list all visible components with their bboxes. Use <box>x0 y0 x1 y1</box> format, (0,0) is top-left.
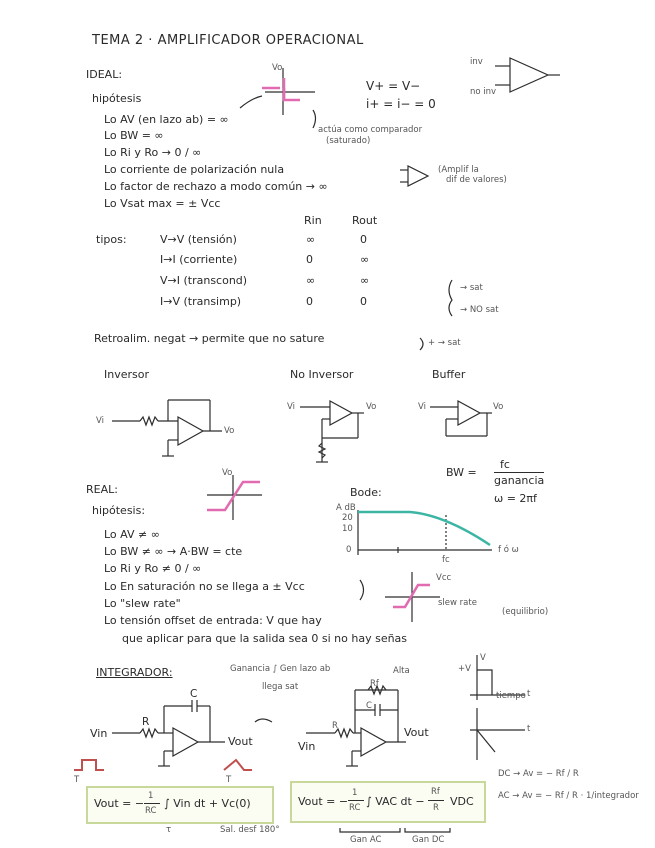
rf-label: Rf <box>370 679 379 689</box>
formula2-den: RC <box>349 803 361 813</box>
formula1-lhs: Vout = − <box>94 797 145 810</box>
bode-fc: fc <box>442 555 450 565</box>
formula2-mid: ∫ VAC dt − <box>366 795 425 808</box>
opamp-symbol-no-inversor <box>330 401 352 425</box>
tipos-col-rout: Rout <box>352 214 378 227</box>
alta-label: Alta <box>393 666 410 676</box>
inversor-vi: Vi <box>96 416 104 426</box>
opamp-symbol-buffer <box>458 401 480 425</box>
bode-f-omega: f ó ω <box>498 545 519 555</box>
tipos-row-name: I→V (transimp) <box>160 295 242 308</box>
ideal-item: Lo factor de rechazo a modo común → ∞ <box>104 180 328 193</box>
tipos-row-name: V→V (tensión) <box>160 233 237 246</box>
note-sal: Sal. desf 180° <box>220 825 280 835</box>
eq-i: i+ = i− = 0 <box>366 97 436 111</box>
opamp-symbol-ideal <box>510 58 548 92</box>
sat-note: → sat <box>460 283 483 293</box>
tipos-row-rin: 0 <box>306 295 313 308</box>
integrador-note-2: llega sat <box>262 682 299 692</box>
real-item: Lo tensión offset de entrada: V que hay <box>104 614 322 627</box>
note-tau: τ <box>166 825 172 835</box>
omega-eq: ω = 2πf <box>494 492 537 505</box>
inversor-vo: Vo <box>224 426 235 436</box>
bode-adb: A dB <box>336 503 356 513</box>
opamp-symbol-integrador <box>173 728 198 756</box>
formula1-rhs: ∫ Vin dt + Vc(0) <box>164 797 251 810</box>
real-offset-line2: que aplicar para que la salida sea 0 si no hay señas <box>122 632 408 645</box>
integrador-vin: Vin <box>90 727 108 740</box>
real-item: Lo En saturación no se llega a ± Vcc <box>104 580 305 593</box>
real-vo-label: Vo <box>222 468 233 478</box>
c2-label: C <box>366 701 372 711</box>
tipos-row-rout: 0 <box>360 295 367 308</box>
retro-text: Retroalim. negat → permite que no sature <box>94 332 325 345</box>
real-item: Lo BW ≠ ∞ → A·BW = cte <box>104 545 243 558</box>
formula1-den: RC <box>145 806 157 816</box>
noinv-vo: Vo <box>366 402 377 412</box>
wave-t-1: t <box>527 689 531 699</box>
ideal-item: Lo BW = ∞ <box>104 129 164 142</box>
tipos-col-rin: Rin <box>304 214 322 227</box>
integrador-heading: INTEGRADOR: <box>96 666 173 679</box>
ampl-note: (Amplif la <box>438 165 479 175</box>
page-title: TEMA 2 · AMPLIFICADOR OPERACIONAL <box>92 33 364 48</box>
ampl-note-2: dif de valores) <box>446 175 507 185</box>
real-item: Lo Ri y Ro ≠ 0 / ∞ <box>104 562 202 575</box>
bode-tick-20: 20 <box>342 513 353 523</box>
formula1-fraction-line <box>144 803 160 804</box>
ideal-item: Lo AV (en lazo ab) = ∞ <box>104 113 229 126</box>
real-item: Lo "slew rate" <box>104 597 181 610</box>
circuit-buffer-label: Buffer <box>432 368 466 381</box>
bw-num: fc <box>500 458 510 471</box>
opamp-symbol-inversor <box>178 417 203 445</box>
comparator-note: actúa como comparador <box>318 125 423 135</box>
vcc-label: Vcc <box>436 573 452 583</box>
eq-v: V+ = V− <box>366 79 421 93</box>
integrador2-vout: Vout <box>404 726 429 739</box>
c-label: C <box>190 688 198 700</box>
circuit-no-inversor-label: No Inversor <box>290 368 354 381</box>
formula2-fraction-line <box>348 800 364 801</box>
formula2-frac2-den: R <box>433 803 439 813</box>
comparator-note-2: (saturado) <box>326 136 371 146</box>
buffer-vi: Vi <box>418 402 426 412</box>
real-item: Lo AV ≠ ∞ <box>104 528 160 541</box>
pulse-t-out: T <box>226 775 232 785</box>
ideal-item: Lo corriente de polarización nula <box>104 163 285 176</box>
tipos-row-name: I→I (corriente) <box>160 253 238 266</box>
ideal-item: Lo Vsat max = ± Vcc <box>104 197 221 210</box>
bode-tick-0: 0 <box>346 545 352 555</box>
ideal-vo-label: Vo <box>272 63 283 73</box>
ideal-hipotesis-label: hipótesis <box>92 92 142 105</box>
wave-v: V <box>480 653 486 663</box>
dc-line: DC → Av = − Rf / R <box>498 769 579 779</box>
ideal-heading: IDEAL: <box>86 68 123 81</box>
wave-plus-v: +V <box>458 664 471 674</box>
circuit-inversor-label: Inversor <box>104 368 149 381</box>
formula2-lhs: Vout = − <box>298 795 349 808</box>
integrador2-vin: Vin <box>298 740 316 753</box>
formula2-fraction2-line <box>428 800 444 801</box>
bw-den: ganancia <box>494 474 545 487</box>
integrador-note-1: Ganancia ∫ Gen lazo ab <box>230 664 331 674</box>
inv-label: inv <box>470 57 483 67</box>
retro-sat: + → sat <box>428 338 461 348</box>
gan-dc: Gan DC <box>412 835 445 845</box>
gan-ac: Gan AC <box>350 835 382 845</box>
ac-line: AC → Av = − Rf / R · 1/integrador <box>498 791 639 801</box>
tipos-row-rin: ∞ <box>306 274 316 287</box>
formula2-rhs: VDC <box>450 795 474 808</box>
pulse-t-in: T <box>74 775 80 785</box>
no-inv-label: no inv <box>470 87 497 97</box>
formula2-frac2-num: Rf <box>431 787 440 797</box>
tipos-row-name: V→I (transcond) <box>160 274 248 287</box>
tipos-row-rin: 0 <box>306 253 313 266</box>
bode-label: Bode: <box>350 486 382 499</box>
tipos-row-rout: ∞ <box>360 274 370 287</box>
tipos-label: tipos: <box>96 233 127 246</box>
r-label: R <box>142 716 150 728</box>
no-sat-note: → NO sat <box>460 305 499 315</box>
tipos-row-rout: 0 <box>360 233 367 246</box>
equilibrio-note: (equilibrio) <box>502 607 549 617</box>
noinv-vi: Vi <box>287 402 295 412</box>
integrador-vout: Vout <box>228 735 253 748</box>
formula1-num: 1 <box>148 791 154 801</box>
real-hipotesis-label: hipótesis: <box>92 504 146 517</box>
real-heading: REAL: <box>86 483 118 496</box>
wave-tiempo: tiempo <box>496 691 526 701</box>
tipos-row-rout: ∞ <box>360 253 370 266</box>
wave-t-2: t <box>527 724 531 734</box>
bode-tick-10: 10 <box>342 524 353 534</box>
slew-note: slew rate <box>438 598 477 608</box>
ideal-item: Lo Ri y Ro → 0 / ∞ <box>104 146 202 159</box>
bw-fraction-line <box>494 472 544 473</box>
bw-lhs: BW = <box>446 466 477 479</box>
tipos-row-rin: ∞ <box>306 233 316 246</box>
r2-label: R <box>332 721 338 731</box>
formula2-num: 1 <box>352 788 358 798</box>
buffer-vo: Vo <box>493 402 504 412</box>
